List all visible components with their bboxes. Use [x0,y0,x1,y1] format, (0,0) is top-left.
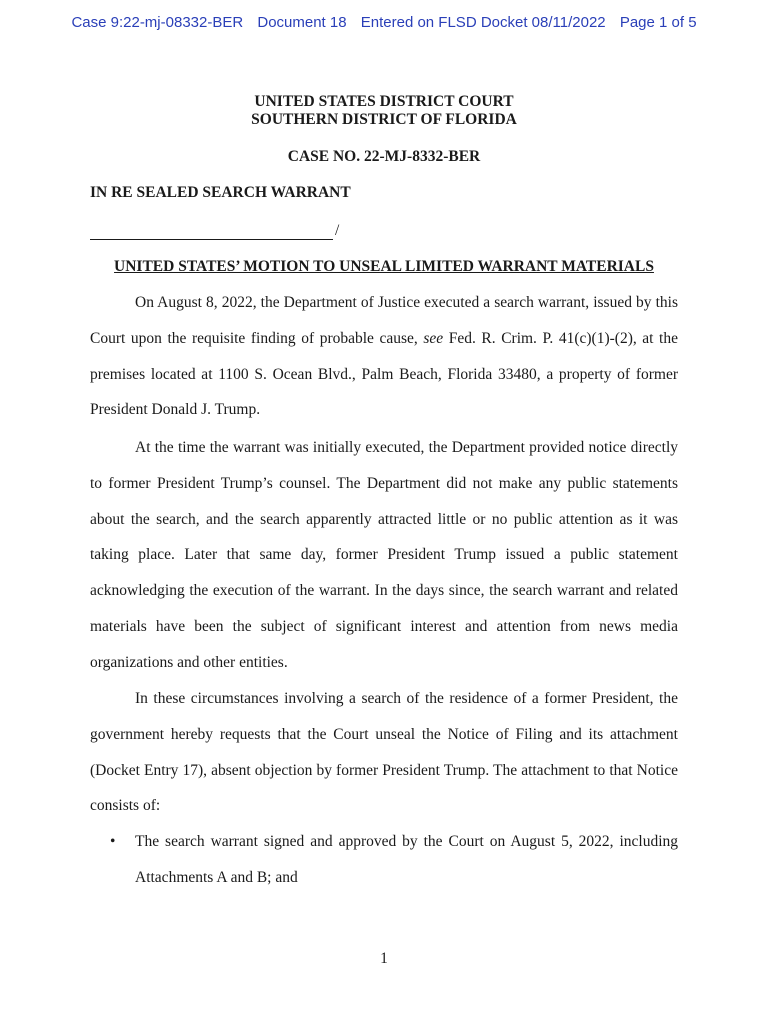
paragraph-3: In these circumstances involving a search of the residence of a former President, the government hereby requests that the Court unseal the Notice of Filing and its attachment (Docket Entry 17), absent objection by former President Trump. The attachment to that Notice consists of: [90,690,678,815]
court-caption [0,93,768,129]
caption-signature-line [90,222,339,240]
bullet-symbol: • [110,833,116,850]
bullet-item-1: The search warrant signed and approved by the Court on August 5, 2022, including Attachments A and B; and [135,833,678,886]
court-name: UNITED STATES DISTRICT COURT [254,93,514,110]
docket-header-stamp [0,14,768,31]
caption-slash: / [335,222,340,239]
paragraph-1-see: see [423,329,444,347]
page-number: 1 [380,950,388,967]
docket-document-number: Document 18 [257,14,347,31]
docket-page-count: Page 1 of 5 [619,14,697,31]
paragraph-1-text-b: Fed. R. Crim. P. 41(c)(1)-(2), at the premises located at 1100 S. Ocean Blvd., Palm Beach, Florida 33480, a property of former President Donald J. Trump. [90,329,678,419]
court-district: SOUTHERN DISTRICT OF FLORIDA [251,111,517,128]
in-re-caption: IN RE SEALED SEARCH WARRANT [90,184,351,201]
motion-title: UNITED STATES’ MOTION TO UNSEAL LIMITED WARRANT MATERIALS [114,258,654,275]
paragraph-1 [90,285,678,428]
paragraph-1-text-a: On August 8, 2022, the Department of Justice executed a search warrant, issued by this Court upon the requisite finding of probable cause, [90,294,678,347]
paragraph-2: At the time the warrant was initially executed, the Department provided notice directly to former President Trump’s counsel. The Department did not make any public statements about the search, and the search apparently attracted little or no public attention as it was taking place. Later that same day, former President Trump issued a public statement acknowledging the execution of the warrant. In the days since, the search warrant and related materials have been the subject of significant interest and attention from news media organizations and other entities. [90,439,678,671]
caption-rule [90,225,333,240]
case-number: CASE NO. 22-MJ-8332-BER [287,148,481,165]
docket-entered-date: Entered on FLSD Docket 08/11/2022 [360,14,606,31]
bullet-list [90,824,678,896]
docket-case-number: Case 9:22-mj-08332-BER [71,14,244,31]
